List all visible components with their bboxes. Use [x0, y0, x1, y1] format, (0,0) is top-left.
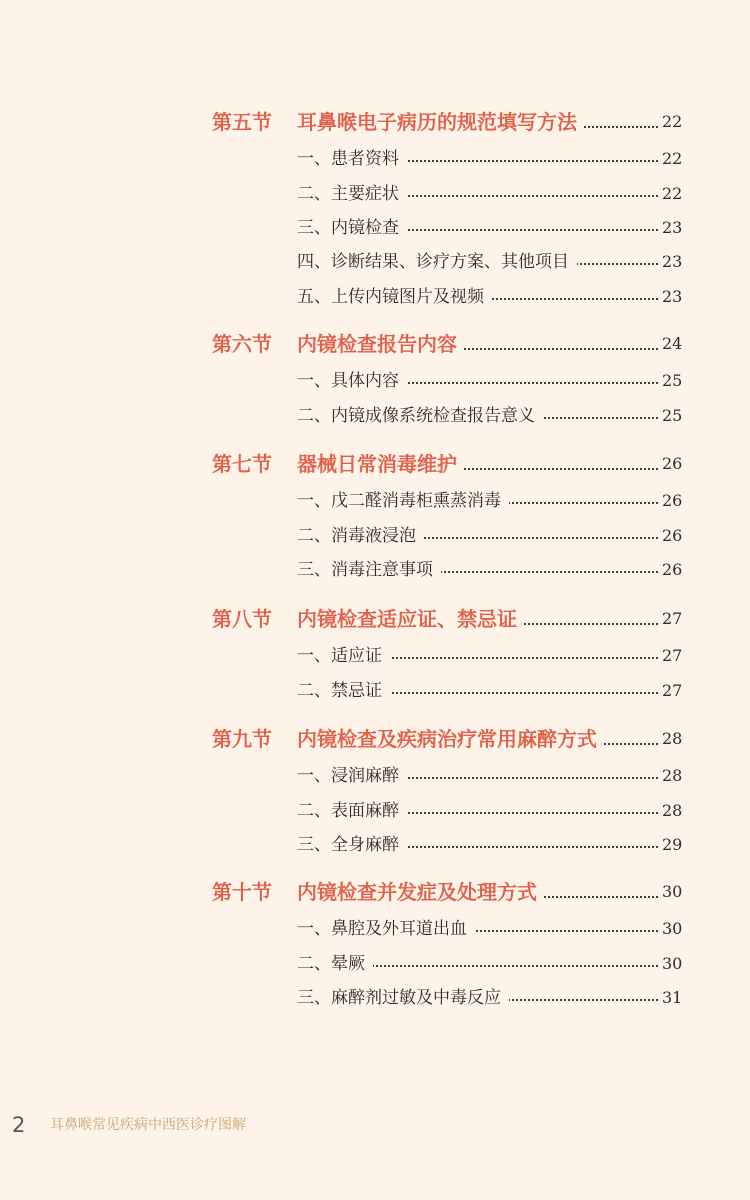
entry-page-number: 28	[662, 801, 683, 820]
entry-page-number: 27	[662, 681, 683, 700]
entry-page-number: 22	[662, 149, 683, 168]
toc-entry[interactable]	[0, 248, 750, 276]
toc-section-heading[interactable]	[0, 878, 750, 906]
entry-title: 二、内镜成像系统检查报告意义	[297, 402, 543, 430]
entry-page-number: 23	[662, 218, 683, 237]
toc-entry[interactable]	[0, 283, 750, 311]
entry-title: 一、适应证	[297, 642, 390, 670]
entry-page-number: 31	[662, 988, 683, 1007]
footer-book-title: 耳鼻喉常见疾病中西医诊疗图解	[50, 1117, 246, 1133]
entry-title: 三、麻醉剂过敏及中毒反应	[297, 984, 509, 1012]
footer-page-number: 2	[12, 1113, 26, 1137]
toc-entry[interactable]	[0, 145, 750, 173]
section-number: 第九节	[212, 727, 272, 751]
toc-entry[interactable]	[0, 677, 750, 705]
entry-page-number: 26	[662, 560, 683, 579]
toc-section-heading[interactable]	[0, 108, 750, 136]
entry-page-number: 30	[662, 919, 683, 938]
toc-entry[interactable]	[0, 367, 750, 395]
toc-section-heading[interactable]	[0, 605, 750, 633]
entry-title: 五、上传内镜图片及视频	[297, 283, 492, 311]
section-number: 第八节	[212, 607, 272, 631]
entry-page-number: 26	[662, 526, 683, 545]
section-title: 内镜检查及疾病治疗常用麻醉方式	[297, 725, 603, 753]
toc-entry[interactable]	[0, 915, 750, 943]
entry-page-number: 23	[662, 287, 683, 306]
section-number: 第十节	[212, 880, 272, 904]
entry-title: 三、消毒注意事项	[297, 556, 441, 584]
section-number: 第五节	[212, 110, 272, 134]
entry-title: 四、诊断结果、诊疗方案、其他项目	[297, 248, 577, 276]
section-title: 内镜检查报告内容	[297, 330, 463, 358]
entry-title: 一、患者资料	[297, 145, 407, 173]
toc-section-heading[interactable]	[0, 725, 750, 753]
toc-entry[interactable]	[0, 831, 750, 859]
section-number: 第六节	[212, 332, 272, 356]
entry-page-number: 23	[662, 252, 683, 271]
section-page-number: 30	[662, 882, 683, 901]
toc-entry[interactable]	[0, 950, 750, 978]
entry-title: 二、消毒液浸泡	[297, 522, 424, 550]
toc-entry[interactable]	[0, 642, 750, 670]
entry-page-number: 30	[662, 954, 683, 973]
entry-page-number: 25	[662, 406, 683, 425]
entry-title: 三、全身麻醉	[297, 831, 407, 859]
section-title: 器械日常消毒维护	[297, 450, 463, 478]
section-page-number: 24	[662, 334, 683, 353]
entry-title: 二、晕厥	[297, 950, 373, 978]
toc-section-heading[interactable]	[0, 450, 750, 478]
toc-entry[interactable]	[0, 487, 750, 515]
entry-title: 一、浸润麻醉	[297, 762, 407, 790]
section-title: 内镜检查并发症及处理方式	[297, 878, 543, 906]
section-title: 耳鼻喉电子病历的规范填写方法	[297, 108, 583, 136]
entry-page-number: 22	[662, 184, 683, 203]
toc-section-heading[interactable]	[0, 330, 750, 358]
toc-entry[interactable]	[0, 522, 750, 550]
toc-entry[interactable]	[0, 797, 750, 825]
section-page-number: 22	[662, 112, 683, 131]
toc-entry[interactable]	[0, 214, 750, 242]
entry-page-number: 26	[662, 491, 683, 510]
section-number: 第七节	[212, 452, 272, 476]
section-page-number: 28	[662, 729, 683, 748]
toc-entry[interactable]	[0, 402, 750, 430]
toc-entry[interactable]	[0, 180, 750, 208]
entry-page-number: 28	[662, 766, 683, 785]
section-page-number: 27	[662, 609, 683, 628]
section-page-number: 26	[662, 454, 683, 473]
toc-entry[interactable]	[0, 762, 750, 790]
entry-title: 三、内镜检查	[297, 214, 407, 242]
entry-page-number: 27	[662, 646, 683, 665]
section-title: 内镜检查适应证、禁忌证	[297, 605, 523, 633]
entry-title: 二、主要症状	[297, 180, 407, 208]
entry-page-number: 25	[662, 371, 683, 390]
entry-title: 一、具体内容	[297, 367, 407, 395]
entry-title: 二、表面麻醉	[297, 797, 407, 825]
toc-entry[interactable]	[0, 556, 750, 584]
entry-title: 二、禁忌证	[297, 677, 390, 705]
entry-title: 一、鼻腔及外耳道出血	[297, 915, 475, 943]
toc-entry[interactable]	[0, 984, 750, 1012]
entry-page-number: 29	[662, 835, 683, 854]
entry-title: 一、戊二醛消毒柜熏蒸消毒	[297, 487, 509, 515]
